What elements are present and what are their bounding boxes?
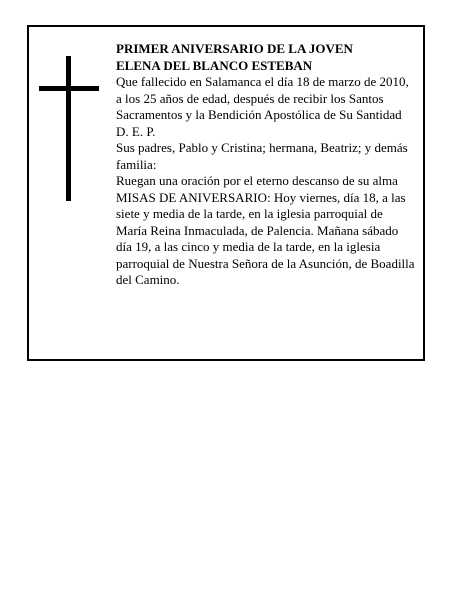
notice-prayer-request: Ruegan una oración por el eterno descanso de su alma xyxy=(116,173,398,188)
notice-title-line-2: ELENA DEL BLANCO ESTEBAN xyxy=(116,57,313,73)
cross-icon xyxy=(39,56,99,201)
notice-death-details: Que fallecido en Salamanca el día 18 de marzo de 2010, a los 25 años de edad, después de recibir los Santos Sacramentos y la Bendición Apostólica de Su Santidad xyxy=(116,74,409,122)
notice-rip: D. E. P. xyxy=(116,123,156,139)
notice-family: Sus padres, Pablo y Cristina; hermana, Beatriz; y demás familia: xyxy=(116,140,408,172)
notice-masses-details: MISAS DE ANIVERSARIO: Hoy viernes, día 18, a las siete y media de la tarde, en la iglesia parroquial de María Reina Inmaculada, de Palencia. Mañana sábado día 19, a las cinco y media de la tarde, en la iglesia parroquial de Nuestra Señora de la Asunción, de Boadilla del Camino. xyxy=(116,189,415,287)
notice-text-block xyxy=(116,41,416,289)
obituary-notice xyxy=(27,25,425,361)
cross-horizontal-bar xyxy=(39,86,99,91)
notice-title-line-1: PRIMER ANIVERSARIO DE LA JOVEN xyxy=(116,41,353,56)
cross-vertical-bar xyxy=(66,56,71,201)
